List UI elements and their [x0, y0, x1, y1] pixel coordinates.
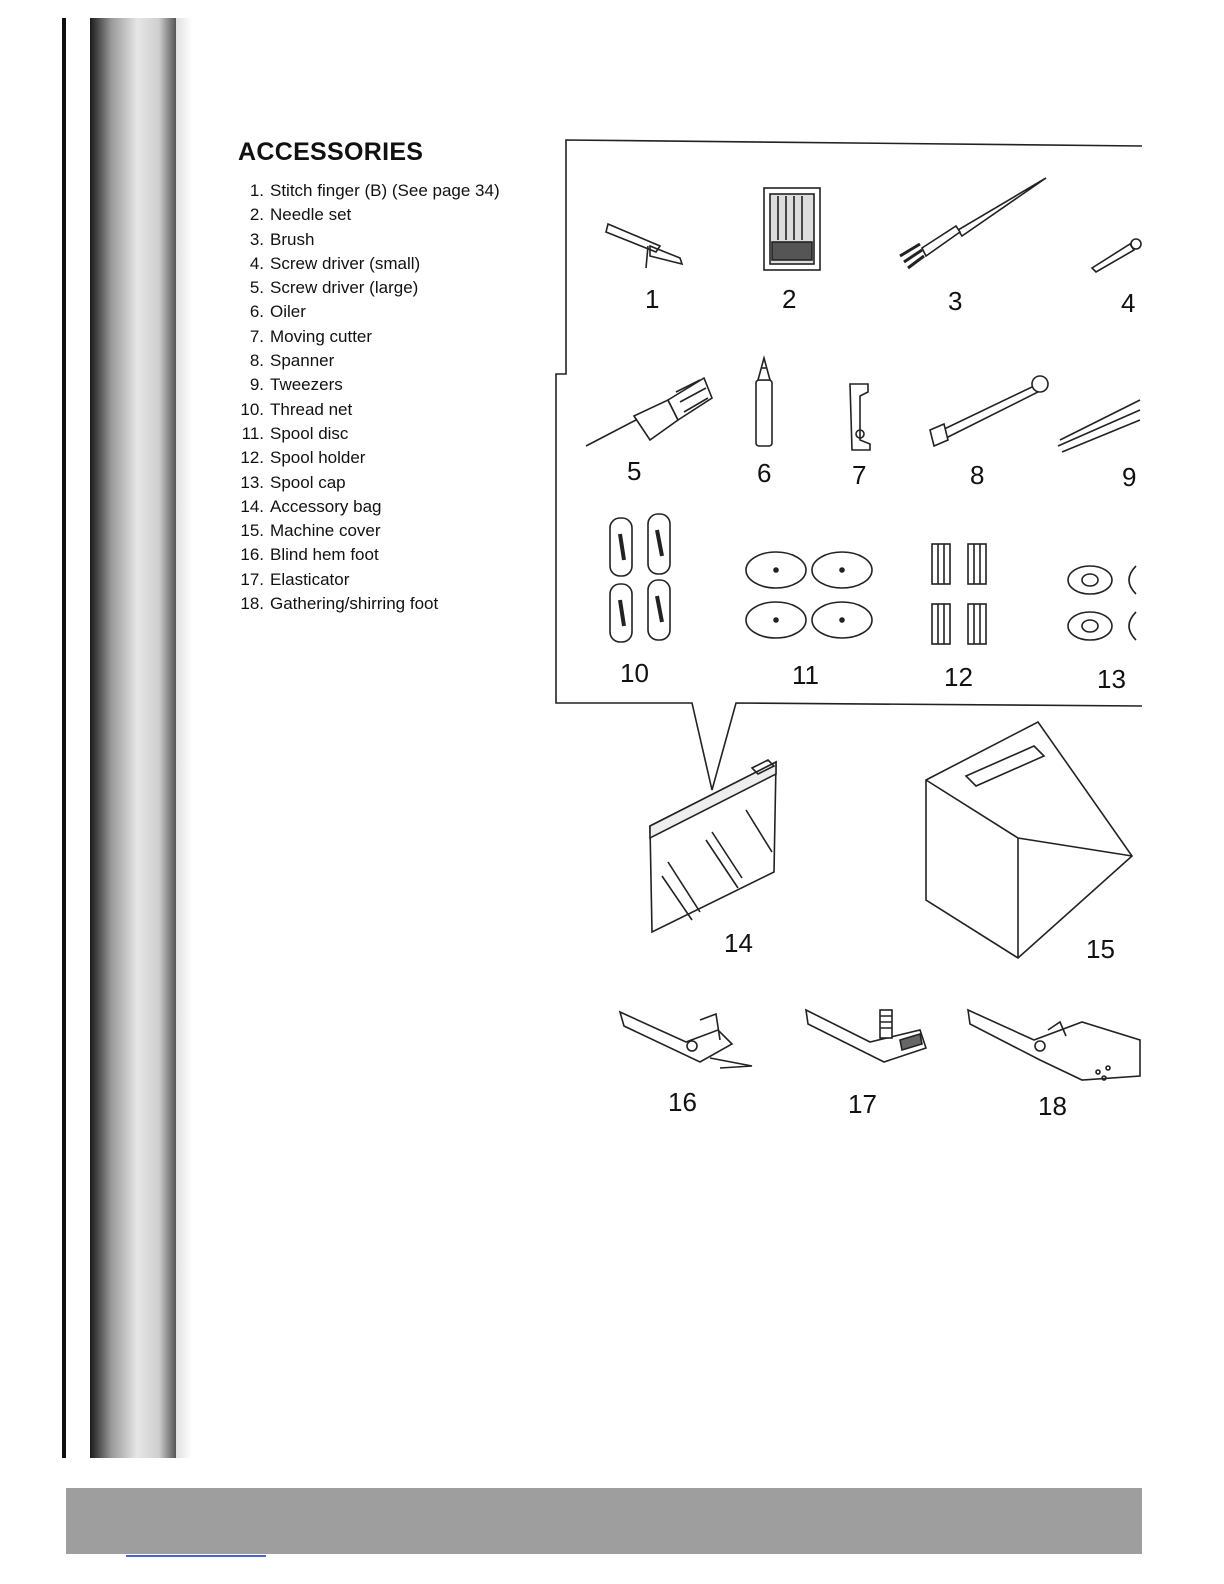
figure-label-10: 10 [620, 658, 649, 688]
list-item: 2. Needle set [249, 205, 352, 225]
list-item: 9. Tweezers [249, 375, 343, 395]
list-item: 7. Moving cutter [249, 326, 373, 346]
spool-disc-icon [746, 552, 872, 638]
figure-label-15: 15 [1086, 934, 1115, 964]
list-item: 13. Spool cap [240, 472, 346, 492]
figure-label-14: 14 [724, 928, 753, 958]
figure-label-11: 11 [792, 660, 819, 690]
figure-label-3: 3 [948, 286, 963, 316]
figure-label-17: 17 [848, 1089, 877, 1119]
list-item: 10. Thread net [240, 399, 353, 419]
needle-set-icon [764, 188, 820, 270]
list-item: 4. Screw driver (small) [249, 253, 421, 273]
thread-net-icon [610, 514, 670, 642]
figure-label-13: 13 [1097, 664, 1126, 694]
elasticator-icon [806, 1010, 926, 1062]
tweezers-icon [1058, 400, 1140, 452]
list-item: 18. Gathering/shirring foot [240, 594, 439, 614]
figure-label-6: 6 [757, 458, 772, 488]
list-item: 12. Spool holder [240, 448, 366, 468]
footer-band [66, 1488, 1142, 1554]
small-screwdriver-icon [1092, 239, 1141, 272]
list-item: 14. Accessory bag [240, 496, 382, 516]
stitch-finger-icon [606, 224, 682, 268]
brush-icon [900, 178, 1046, 268]
figure-label-9: 9 [1122, 462, 1137, 492]
list-item: 16. Blind hem foot [240, 545, 379, 565]
spanner-icon [930, 376, 1048, 446]
callout-panel-border [556, 140, 1142, 790]
list-item: 17. Elasticator [240, 569, 350, 589]
figure-label-16: 16 [668, 1087, 697, 1117]
footer-underline [126, 1555, 266, 1557]
list-item: 15. Machine cover [240, 521, 381, 541]
blind-hem-foot-icon [620, 1012, 752, 1068]
figure-label-5: 5 [627, 456, 642, 486]
list-item: 1. Stitch finger (B) (See page 34) [249, 181, 500, 200]
oiler-icon [756, 358, 772, 446]
list-item: 8. Spanner [249, 351, 335, 371]
list-item: 6. Oiler [249, 302, 306, 322]
figure-label-7: 7 [852, 460, 867, 490]
figure-label-18: 18 [1038, 1091, 1067, 1121]
figure-label-4: 4 [1121, 288, 1136, 318]
figure-label-1: 1 [645, 284, 660, 314]
list-item: 5. Screw driver (large) [249, 278, 419, 298]
large-screwdriver-icon [586, 378, 712, 446]
list-item: 11. Spool disc [241, 423, 349, 443]
list-item: 3. Brush [249, 229, 315, 249]
figure-label-12: 12 [944, 662, 973, 692]
machine-cover-icon [926, 722, 1132, 958]
spool-holder-icon [932, 544, 986, 644]
gathering-foot-icon [968, 1010, 1140, 1080]
moving-cutter-icon [850, 384, 870, 450]
figure-label-2: 2 [782, 284, 797, 314]
page-title: ACCESSORIES [238, 138, 424, 166]
spool-cap-icon [1068, 566, 1136, 640]
figure-label-8: 8 [970, 460, 985, 490]
